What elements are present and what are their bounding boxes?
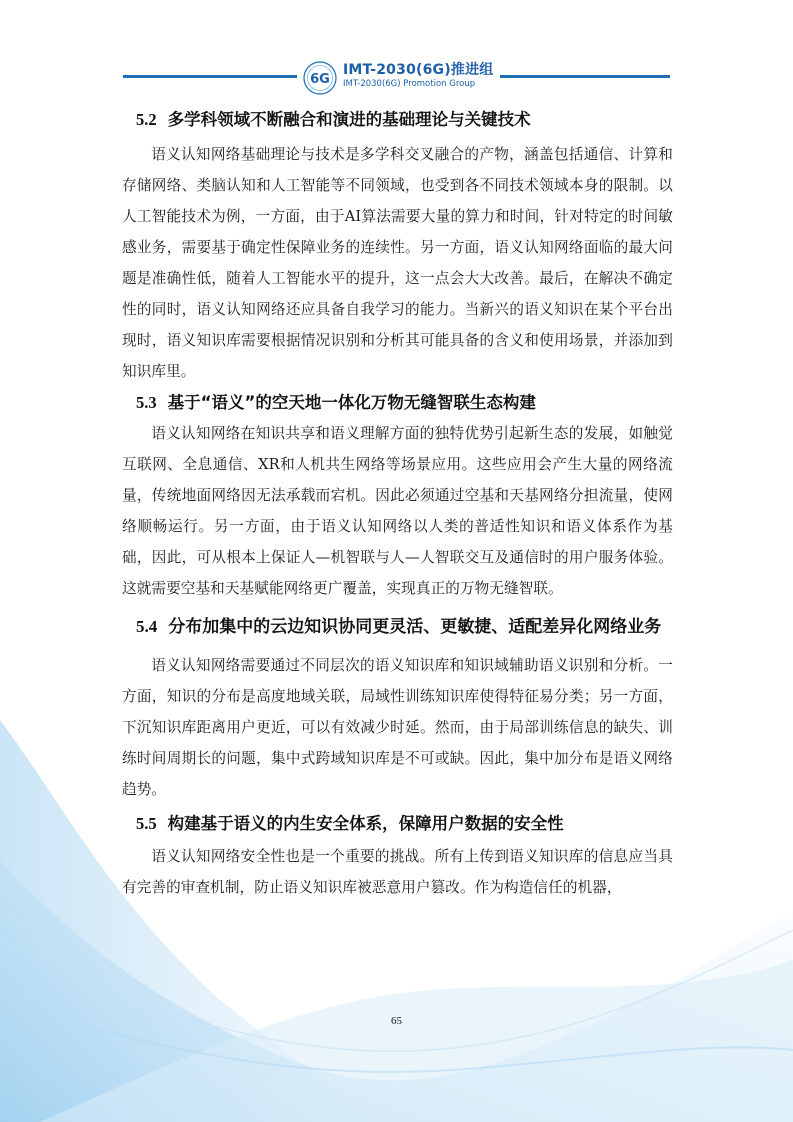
- brand-subtitle: IMT-2030(6G) Promotion Group: [343, 79, 476, 89]
- section-heading: [122, 604, 673, 650]
- section-title: 构建基于语义的内生安全体系，保障用户数据的安全性: [167, 814, 564, 833]
- section-heading: [122, 106, 673, 134]
- section-heading: [122, 807, 673, 841]
- section-number: 5.3: [136, 393, 157, 412]
- section-paragraph: 语义认知网络基础理论与技术是多学科交叉融合的产物，涵盖包括通信、计算和存储网络、类脑认知和人工智能等不同领域，也受到各不同技术领域本身的限制。以人工智能技术为例，一方面，由于AI算法需要大量的算力和时间，针对特定的时间敏感业务，需要基于确定性保障业务的连续性。另一方面，语义认知网络面临的最大问题是准确性低，随着人工智能水平的提升，这一点会大大改善。最后，在解决不确定性的同时，语义认知网络还应具备自我学习的能力。当新兴的语义知识在某个平台出现时，语义知识库需要根据情况识别和分析其可能具备的含义和使用场景，并添加到知识库里。: [122, 146, 673, 380]
- section-5-5: [122, 807, 673, 903]
- section-heading: [122, 388, 673, 418]
- section-paragraph: 语义认知网络在知识共享和语义理解方面的独特优势引起新生态的发展，如触觉互联网、全息通信、XR和人机共生网络等场景应用。这些应用会产生大量的网络流量，传统地面网络因无法承载而宕机。因此必须通过空基和天基网络分担流量，使网络顺畅运行。另一方面，由于语义认知网络以人类的普适性知识和语义体系作为基础，因此，可从根本上保证人—机智联与人—人智联交互及通信时的用户服务体验。这就需要空基和天基赋能网络更广覆盖，实现真正的万物无缝智联。: [122, 425, 673, 597]
- section-paragraph: 语义认知网络需要通过不同层次的语义知识库和知识域辅助语义识别和分析。一方面，知识的分布是高度地域关联，局域性训练知识库使得特征易分类；另一方面，下沉知识库距离用户更近，可以有效减少时延。然而，由于局部训练信息的缺失、训练时间周期长的问题，集中式跨域知识库是不可或缺。因此，集中加分布是语义网络趋势。: [122, 657, 673, 798]
- brand-title: IMT-2030(6G)推进组: [343, 62, 494, 78]
- section-number: 5.5: [136, 814, 157, 833]
- section-5-2: [122, 106, 673, 387]
- section-5-3: [122, 388, 673, 604]
- section-number: 5.2: [136, 110, 157, 129]
- svg-text:6G: 6G: [310, 72, 330, 87]
- document-body: [122, 106, 673, 903]
- header-rule-left: [123, 75, 297, 78]
- header-rule-right: [500, 75, 670, 78]
- 6g-logo-icon: [300, 60, 340, 96]
- header-brand: [343, 62, 493, 90]
- page-header: [0, 60, 793, 100]
- section-5-4: [122, 604, 673, 805]
- section-number: 5.4: [136, 617, 158, 636]
- section-title: 分布加集中的云边知识协同更灵活、更敏捷、适配差异化网络业务: [168, 617, 662, 637]
- section-title: 基于“语义”的空天地一体化万物无缝智联生态构建: [167, 393, 536, 412]
- page-number: 65: [391, 1015, 402, 1027]
- section-paragraph: 语义认知网络安全性也是一个重要的挑战。所有上传到语义知识库的信息应当具有完善的审查机制，防止语义知识库被恶意用户篡改。作为构造信任的机器，: [122, 848, 673, 896]
- section-title: 多学科领域不断融合和演进的基础理论与关键技术: [167, 110, 531, 129]
